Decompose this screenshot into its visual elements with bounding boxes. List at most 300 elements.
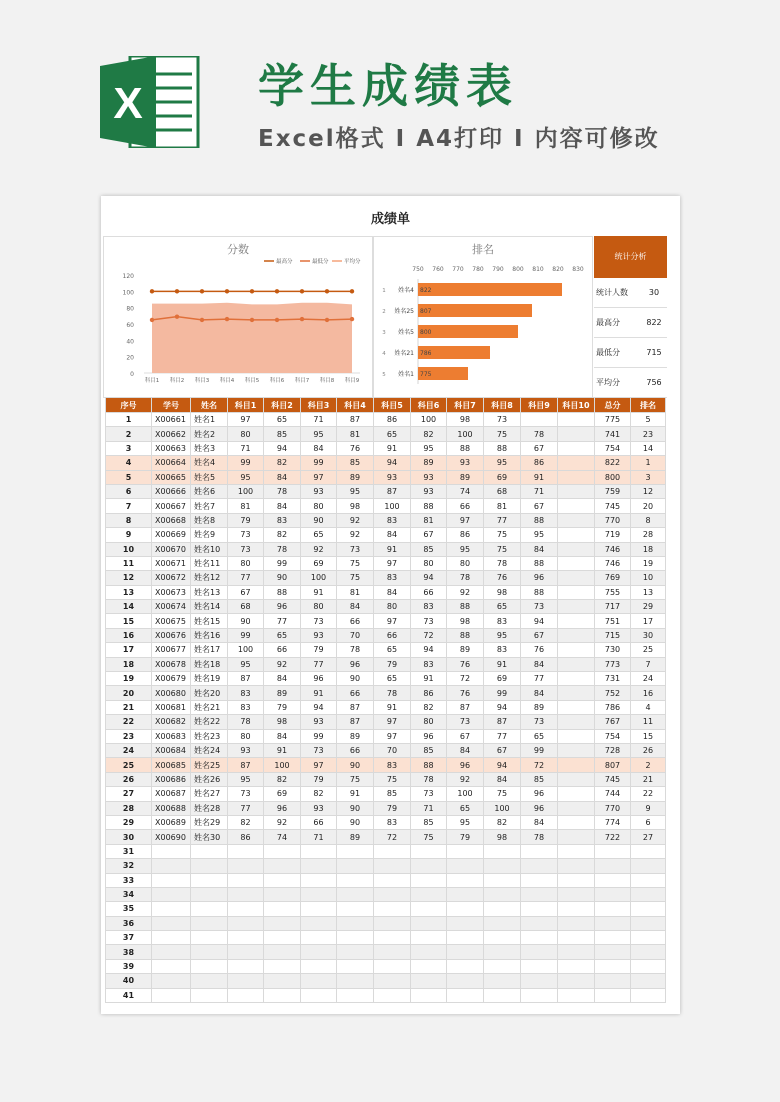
table-cell[interactable]: 85	[374, 787, 411, 801]
table-cell[interactable]	[152, 988, 191, 1002]
table-cell[interactable]	[301, 873, 337, 887]
table-cell[interactable]: 90	[301, 513, 337, 527]
table-cell[interactable]: 84	[447, 743, 484, 757]
table-cell[interactable]: 92	[264, 657, 301, 671]
table-cell[interactable]: 90	[337, 758, 374, 772]
table-cell[interactable]: X00662	[152, 427, 191, 441]
table-cell[interactable]: 82	[301, 787, 337, 801]
table-cell[interactable]: 80	[301, 600, 337, 614]
table-cell[interactable]: 姓名9	[191, 528, 228, 542]
table-cell[interactable]: 89	[447, 470, 484, 484]
table-cell[interactable]: 22	[631, 787, 666, 801]
table-cell[interactable]: 86	[521, 456, 558, 470]
table-cell[interactable]: 69	[264, 787, 301, 801]
table-cell[interactable]	[521, 959, 558, 973]
table-cell[interactable]: X00678	[152, 657, 191, 671]
table-cell[interactable]: 65	[264, 413, 301, 427]
table-cell[interactable]: 姓名18	[191, 657, 228, 671]
table-cell[interactable]: X00664	[152, 456, 191, 470]
table-cell[interactable]: 77	[521, 672, 558, 686]
table-cell[interactable]	[374, 974, 411, 988]
table-cell[interactable]: 93	[301, 801, 337, 815]
table-cell[interactable]: 67	[521, 628, 558, 642]
table-cell[interactable]: 90	[337, 672, 374, 686]
table-cell[interactable]: 95	[228, 772, 264, 786]
table-cell[interactable]	[447, 988, 484, 1002]
table-cell[interactable]: 10	[106, 542, 152, 556]
table-cell[interactable]: 98	[264, 715, 301, 729]
table-cell[interactable]: 67	[447, 729, 484, 743]
table-cell[interactable]: 69	[484, 672, 521, 686]
table-cell[interactable]	[337, 959, 374, 973]
table-cell[interactable]	[337, 873, 374, 887]
table-cell[interactable]	[264, 902, 301, 916]
table-cell[interactable]: 3	[106, 441, 152, 455]
table-cell[interactable]: 93	[411, 484, 447, 498]
table-cell[interactable]: 92	[264, 815, 301, 829]
table-cell[interactable]	[521, 931, 558, 945]
table-cell[interactable]: 67	[521, 441, 558, 455]
table-cell[interactable]	[152, 931, 191, 945]
table-cell[interactable]: 89	[411, 456, 447, 470]
table-cell[interactable]: 姓名26	[191, 772, 228, 786]
table-cell[interactable]: 79	[301, 643, 337, 657]
table-cell[interactable]	[558, 700, 595, 714]
table-cell[interactable]: 74	[264, 830, 301, 844]
table-cell[interactable]: 87	[337, 413, 374, 427]
table-cell[interactable]	[228, 902, 264, 916]
table-cell[interactable]	[301, 974, 337, 988]
table-cell[interactable]	[595, 902, 631, 916]
table-cell[interactable]: 96	[337, 657, 374, 671]
table-cell[interactable]	[301, 902, 337, 916]
table-cell[interactable]: X00669	[152, 528, 191, 542]
table-cell[interactable]: 67	[521, 499, 558, 513]
table-cell[interactable]	[558, 513, 595, 527]
table-cell[interactable]: 72	[521, 758, 558, 772]
table-cell[interactable]: 96	[264, 801, 301, 815]
table-cell[interactable]: 93	[301, 484, 337, 498]
table-cell[interactable]: 姓名15	[191, 614, 228, 628]
table-cell[interactable]	[301, 887, 337, 901]
table-cell[interactable]: 73	[521, 715, 558, 729]
table-cell[interactable]	[484, 945, 521, 959]
table-cell[interactable]: 85	[411, 815, 447, 829]
table-cell[interactable]: X00685	[152, 758, 191, 772]
table-cell[interactable]	[521, 945, 558, 959]
table-cell[interactable]: 96	[301, 672, 337, 686]
table-cell[interactable]	[558, 729, 595, 743]
table-cell[interactable]: 89	[337, 470, 374, 484]
table-cell[interactable]: 80	[447, 556, 484, 570]
table-cell[interactable]: 754	[595, 441, 631, 455]
table-cell[interactable]: 94	[484, 700, 521, 714]
table-cell[interactable]	[411, 873, 447, 887]
table-cell[interactable]: 97	[374, 729, 411, 743]
table-cell[interactable]: 744	[595, 787, 631, 801]
table-cell[interactable]	[374, 916, 411, 930]
table-cell[interactable]	[558, 643, 595, 657]
table-cell[interactable]	[152, 959, 191, 973]
table-cell[interactable]: 27	[106, 787, 152, 801]
table-cell[interactable]	[558, 413, 595, 427]
table-cell[interactable]	[558, 758, 595, 772]
table-cell[interactable]	[301, 931, 337, 945]
table-cell[interactable]: 1	[631, 456, 666, 470]
table-cell[interactable]	[264, 931, 301, 945]
table-cell[interactable]	[631, 859, 666, 873]
table-cell[interactable]: 755	[595, 585, 631, 599]
table-cell[interactable]: 38	[106, 945, 152, 959]
table-cell[interactable]: 79	[264, 700, 301, 714]
table-cell[interactable]	[411, 887, 447, 901]
table-cell[interactable]	[558, 686, 595, 700]
table-cell[interactable]: X00663	[152, 441, 191, 455]
table-cell[interactable]	[228, 931, 264, 945]
table-cell[interactable]: 98	[447, 614, 484, 628]
table-cell[interactable]: 84	[264, 729, 301, 743]
table-cell[interactable]: 73	[447, 715, 484, 729]
table-cell[interactable]: 65	[264, 628, 301, 642]
table-cell[interactable]: 姓名1	[191, 413, 228, 427]
table-cell[interactable]: 88	[521, 585, 558, 599]
table-cell[interactable]	[484, 931, 521, 945]
table-cell[interactable]	[631, 844, 666, 858]
table-cell[interactable]	[152, 974, 191, 988]
table-cell[interactable]: 99	[228, 456, 264, 470]
table-cell[interactable]: 18	[106, 657, 152, 671]
table-cell[interactable]: 88	[411, 758, 447, 772]
table-cell[interactable]: 94	[484, 758, 521, 772]
table-cell[interactable]: 姓名6	[191, 484, 228, 498]
table-cell[interactable]: 66	[447, 499, 484, 513]
table-cell[interactable]: X00682	[152, 715, 191, 729]
table-cell[interactable]: 77	[228, 801, 264, 815]
table-cell[interactable]: 97	[374, 715, 411, 729]
table-cell[interactable]: 746	[595, 556, 631, 570]
table-cell[interactable]: 姓名8	[191, 513, 228, 527]
table-cell[interactable]	[152, 945, 191, 959]
table-cell[interactable]: 84	[374, 585, 411, 599]
table-cell[interactable]	[374, 959, 411, 973]
table-cell[interactable]: 71	[301, 413, 337, 427]
table-cell[interactable]: 95	[447, 542, 484, 556]
table-cell[interactable]	[521, 988, 558, 1002]
table-cell[interactable]: 715	[595, 628, 631, 642]
table-cell[interactable]: 83	[374, 513, 411, 527]
table-cell[interactable]: 姓名13	[191, 585, 228, 599]
table-cell[interactable]	[191, 931, 228, 945]
table-cell[interactable]: 65	[301, 528, 337, 542]
table-cell[interactable]: 97	[228, 413, 264, 427]
table-cell[interactable]: 88	[484, 441, 521, 455]
table-cell[interactable]	[447, 974, 484, 988]
table-cell[interactable]: 80	[411, 715, 447, 729]
table-cell[interactable]	[521, 413, 558, 427]
table-cell[interactable]	[631, 916, 666, 930]
table-cell[interactable]	[374, 887, 411, 901]
table-cell[interactable]: 姓名29	[191, 815, 228, 829]
table-cell[interactable]	[337, 887, 374, 901]
table-cell[interactable]	[374, 873, 411, 887]
table-cell[interactable]: 34	[106, 887, 152, 901]
table-cell[interactable]: 100	[228, 643, 264, 657]
table-cell[interactable]: 77	[484, 513, 521, 527]
table-cell[interactable]: 92	[337, 513, 374, 527]
table-cell[interactable]: X00679	[152, 672, 191, 686]
table-cell[interactable]	[521, 844, 558, 858]
table-cell[interactable]: 94	[411, 571, 447, 585]
table-cell[interactable]: X00683	[152, 729, 191, 743]
table-cell[interactable]: 95	[484, 456, 521, 470]
table-cell[interactable]	[558, 470, 595, 484]
table-cell[interactable]: 70	[374, 743, 411, 757]
table-cell[interactable]: 65	[374, 643, 411, 657]
table-cell[interactable]	[558, 801, 595, 815]
table-cell[interactable]: 77	[228, 571, 264, 585]
table-cell[interactable]	[631, 931, 666, 945]
table-cell[interactable]	[264, 887, 301, 901]
table-cell[interactable]: 78	[228, 715, 264, 729]
table-cell[interactable]	[447, 959, 484, 973]
table-cell[interactable]: 87	[447, 700, 484, 714]
table-cell[interactable]: 76	[521, 643, 558, 657]
table-cell[interactable]: 17	[631, 614, 666, 628]
table-cell[interactable]: 79	[374, 801, 411, 815]
table-cell[interactable]	[264, 945, 301, 959]
table-cell[interactable]: 77	[301, 657, 337, 671]
table-cell[interactable]: 18	[631, 542, 666, 556]
table-cell[interactable]	[558, 859, 595, 873]
table-cell[interactable]: 66	[337, 743, 374, 757]
table-cell[interactable]	[558, 628, 595, 642]
table-cell[interactable]	[484, 887, 521, 901]
table-cell[interactable]	[558, 916, 595, 930]
table-cell[interactable]: 73	[484, 413, 521, 427]
table-cell[interactable]: 741	[595, 427, 631, 441]
table-cell[interactable]: 69	[301, 556, 337, 570]
table-cell[interactable]: 93	[301, 715, 337, 729]
table-cell[interactable]: 姓名10	[191, 542, 228, 556]
table-cell[interactable]: 71	[301, 830, 337, 844]
table-cell[interactable]	[374, 902, 411, 916]
table-cell[interactable]: 81	[337, 427, 374, 441]
table-cell[interactable]: 77	[264, 614, 301, 628]
table-cell[interactable]: X00672	[152, 571, 191, 585]
table-cell[interactable]: 74	[447, 484, 484, 498]
table-cell[interactable]: 姓名5	[191, 470, 228, 484]
table-cell[interactable]	[191, 859, 228, 873]
table-cell[interactable]: 822	[595, 456, 631, 470]
table-cell[interactable]	[631, 945, 666, 959]
table-cell[interactable]: 91	[337, 787, 374, 801]
table-cell[interactable]: 100	[447, 427, 484, 441]
table-cell[interactable]	[411, 916, 447, 930]
table-cell[interactable]: 67	[411, 528, 447, 542]
table-cell[interactable]	[521, 902, 558, 916]
table-cell[interactable]: 68	[228, 600, 264, 614]
table-cell[interactable]	[228, 988, 264, 1002]
table-cell[interactable]: 8	[106, 513, 152, 527]
table-cell[interactable]	[595, 931, 631, 945]
table-cell[interactable]: 84	[521, 657, 558, 671]
table-cell[interactable]: 96	[521, 571, 558, 585]
table-cell[interactable]: 姓名2	[191, 427, 228, 441]
table-cell[interactable]: X00684	[152, 743, 191, 757]
table-cell[interactable]: 11	[631, 715, 666, 729]
table-cell[interactable]: 23	[106, 729, 152, 743]
table-cell[interactable]: 15	[106, 614, 152, 628]
table-cell[interactable]: 81	[484, 499, 521, 513]
table-cell[interactable]: 75	[337, 772, 374, 786]
table-cell[interactable]: 89	[264, 686, 301, 700]
table-cell[interactable]: 89	[521, 700, 558, 714]
table-cell[interactable]	[374, 931, 411, 945]
table-cell[interactable]: 95	[228, 657, 264, 671]
table-cell[interactable]: 722	[595, 830, 631, 844]
table-cell[interactable]	[228, 974, 264, 988]
table-cell[interactable]: 97	[301, 470, 337, 484]
table-cell[interactable]: 719	[595, 528, 631, 542]
table-cell[interactable]	[558, 427, 595, 441]
table-cell[interactable]: 83	[374, 758, 411, 772]
table-cell[interactable]	[411, 945, 447, 959]
table-cell[interactable]	[595, 859, 631, 873]
table-cell[interactable]: 20	[631, 499, 666, 513]
table-cell[interactable]: 84	[374, 528, 411, 542]
table-cell[interactable]	[152, 844, 191, 858]
table-cell[interactable]: 91	[484, 657, 521, 671]
table-cell[interactable]: 95	[484, 628, 521, 642]
table-cell[interactable]: 82	[411, 700, 447, 714]
table-cell[interactable]: 99	[301, 456, 337, 470]
table-cell[interactable]: 75	[484, 528, 521, 542]
table-cell[interactable]: 24	[106, 743, 152, 757]
table-cell[interactable]: 67	[228, 585, 264, 599]
table-cell[interactable]: 22	[106, 715, 152, 729]
table-cell[interactable]: 35	[106, 902, 152, 916]
table-cell[interactable]: 87	[337, 715, 374, 729]
table-cell[interactable]: 84	[521, 686, 558, 700]
table-cell[interactable]: 95	[447, 815, 484, 829]
table-cell[interactable]: 98	[484, 585, 521, 599]
table-cell[interactable]: 6	[106, 484, 152, 498]
table-cell[interactable]: 20	[106, 686, 152, 700]
table-cell[interactable]	[411, 902, 447, 916]
table-cell[interactable]: 97	[447, 513, 484, 527]
table-cell[interactable]: 66	[337, 614, 374, 628]
table-cell[interactable]: 90	[228, 614, 264, 628]
table-cell[interactable]: 73	[228, 787, 264, 801]
table-cell[interactable]	[152, 916, 191, 930]
table-cell[interactable]: 82	[228, 815, 264, 829]
table-cell[interactable]	[152, 859, 191, 873]
table-cell[interactable]	[228, 844, 264, 858]
table-cell[interactable]	[191, 873, 228, 887]
table-cell[interactable]: 姓名11	[191, 556, 228, 570]
table-cell[interactable]	[631, 988, 666, 1002]
table-cell[interactable]: 85	[264, 427, 301, 441]
table-cell[interactable]: 769	[595, 571, 631, 585]
table-cell[interactable]	[558, 844, 595, 858]
table-cell[interactable]: 25	[631, 643, 666, 657]
table-cell[interactable]: 75	[337, 571, 374, 585]
table-cell[interactable]: 91	[374, 441, 411, 455]
table-cell[interactable]	[631, 974, 666, 988]
table-cell[interactable]: 72	[447, 672, 484, 686]
table-cell[interactable]	[484, 916, 521, 930]
table-cell[interactable]: 770	[595, 801, 631, 815]
table-cell[interactable]: 73	[411, 787, 447, 801]
table-cell[interactable]	[558, 571, 595, 585]
table-cell[interactable]	[595, 844, 631, 858]
table-cell[interactable]: 姓名30	[191, 830, 228, 844]
table-cell[interactable]	[228, 859, 264, 873]
table-cell[interactable]: 87	[228, 758, 264, 772]
table-cell[interactable]: 91	[301, 686, 337, 700]
table-cell[interactable]: 95	[521, 528, 558, 542]
table-cell[interactable]: 5	[631, 413, 666, 427]
table-cell[interactable]	[301, 916, 337, 930]
table-cell[interactable]: 姓名20	[191, 686, 228, 700]
table-cell[interactable]: 75	[374, 772, 411, 786]
table-cell[interactable]: X00686	[152, 772, 191, 786]
table-cell[interactable]: 66	[374, 628, 411, 642]
table-cell[interactable]	[558, 614, 595, 628]
table-cell[interactable]: 92	[337, 528, 374, 542]
table-cell[interactable]: 89	[447, 643, 484, 657]
table-cell[interactable]	[374, 844, 411, 858]
table-cell[interactable]: 98	[337, 499, 374, 513]
table-cell[interactable]: 21	[631, 772, 666, 786]
table-cell[interactable]: 770	[595, 513, 631, 527]
table-cell[interactable]: 745	[595, 772, 631, 786]
table-cell[interactable]: 93	[411, 470, 447, 484]
table-cell[interactable]: 82	[411, 427, 447, 441]
table-cell[interactable]: 姓名17	[191, 643, 228, 657]
table-cell[interactable]	[558, 528, 595, 542]
table-cell[interactable]: 94	[411, 643, 447, 657]
table-cell[interactable]	[374, 988, 411, 1002]
table-cell[interactable]: X00665	[152, 470, 191, 484]
table-cell[interactable]: 73	[521, 600, 558, 614]
table-cell[interactable]: 83	[484, 643, 521, 657]
table-cell[interactable]: 759	[595, 484, 631, 498]
table-cell[interactable]: 95	[228, 470, 264, 484]
table-cell[interactable]	[558, 830, 595, 844]
table-cell[interactable]	[191, 988, 228, 1002]
table-cell[interactable]	[558, 787, 595, 801]
table-cell[interactable]	[337, 931, 374, 945]
table-cell[interactable]: 70	[337, 628, 374, 642]
table-cell[interactable]	[191, 945, 228, 959]
table-cell[interactable]	[191, 916, 228, 930]
table-cell[interactable]: 775	[595, 413, 631, 427]
table-cell[interactable]: 81	[228, 499, 264, 513]
table-cell[interactable]: 24	[631, 672, 666, 686]
table-cell[interactable]: 100	[374, 499, 411, 513]
table-cell[interactable]	[558, 988, 595, 1002]
table-cell[interactable]: 88	[521, 513, 558, 527]
table-cell[interactable]	[447, 931, 484, 945]
table-cell[interactable]	[631, 959, 666, 973]
table-cell[interactable]: 76	[447, 657, 484, 671]
table-cell[interactable]: 37	[106, 931, 152, 945]
table-cell[interactable]: 83	[374, 815, 411, 829]
table-cell[interactable]: 2	[631, 758, 666, 772]
table-cell[interactable]: 89	[337, 830, 374, 844]
table-cell[interactable]: 91	[301, 585, 337, 599]
